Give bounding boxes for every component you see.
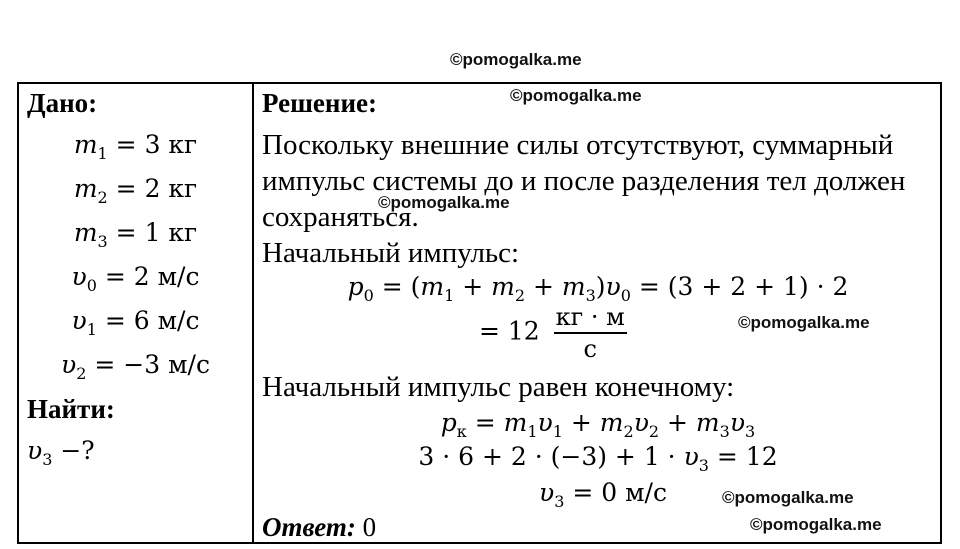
watermark: ©pomogalka.me xyxy=(750,515,882,534)
given-m1: $m_1 = 3$ кг xyxy=(73,130,198,163)
unit-fraction: $\frac{кг \cdot м}{с}$ xyxy=(555,303,625,363)
equation-substitution: $3 \cdot 6 + 2 \cdot (-3) + 1 \cdot \upsilon_3 = 12$ xyxy=(418,442,778,475)
equal-momentum-label: Начальный импульс равен конечному: xyxy=(262,371,735,403)
answer xyxy=(262,512,376,543)
explanation-line-2: импульс системы до и после разделения тел должен xyxy=(262,165,906,197)
given-v2: $\upsilon_2 = -3$ м/с xyxy=(61,350,210,383)
watermark: ©pomogalka.me xyxy=(510,86,642,105)
given-v1: $\upsilon_1 = 6$ м/с xyxy=(71,306,200,339)
answer-label: Ответ: xyxy=(262,512,356,542)
equation-result: $\upsilon_3 = 0$ м/с xyxy=(539,478,667,511)
equation-final-momentum: $p_к = m_1\upsilon_1 + m_2\upsilon_2 + m_3\upsilon_3$ xyxy=(440,408,756,441)
explanation-line-1: Поскольку внешние силы отсутствуют, суммарный xyxy=(262,129,894,161)
given-m3: $m_3 = 1$ кг xyxy=(73,218,198,251)
equation-initial-momentum-result: = 12 $\frac{кг \cdot м}{с}$ xyxy=(479,303,625,363)
watermark: ©pomogalka.me xyxy=(450,50,582,69)
explanation-line-3: сохраняться. xyxy=(262,201,419,233)
answer-value: 0 xyxy=(355,512,377,542)
given-v0: $\upsilon_0 = 2$ м/с xyxy=(71,262,200,295)
equation-initial-momentum: $p_0 = (m_1 + m_2 + m_3)\upsilon_0 = (3 + 2 + 1) \cdot 2$ xyxy=(347,272,849,305)
watermark: ©pomogalka.me xyxy=(738,313,870,332)
given-title: Дано: xyxy=(27,88,98,118)
initial-momentum-label: Начальный импульс: xyxy=(262,237,520,269)
solution-title: Решение: xyxy=(262,88,377,118)
watermark: ©pomogalka.me xyxy=(722,488,854,507)
find-title: Найти: xyxy=(27,394,115,424)
given-m2: $m_2 = 2$ кг xyxy=(73,174,198,207)
watermark: ©pomogalka.me xyxy=(378,193,510,212)
find-v3: $\upsilon_3$ −? xyxy=(27,436,95,469)
